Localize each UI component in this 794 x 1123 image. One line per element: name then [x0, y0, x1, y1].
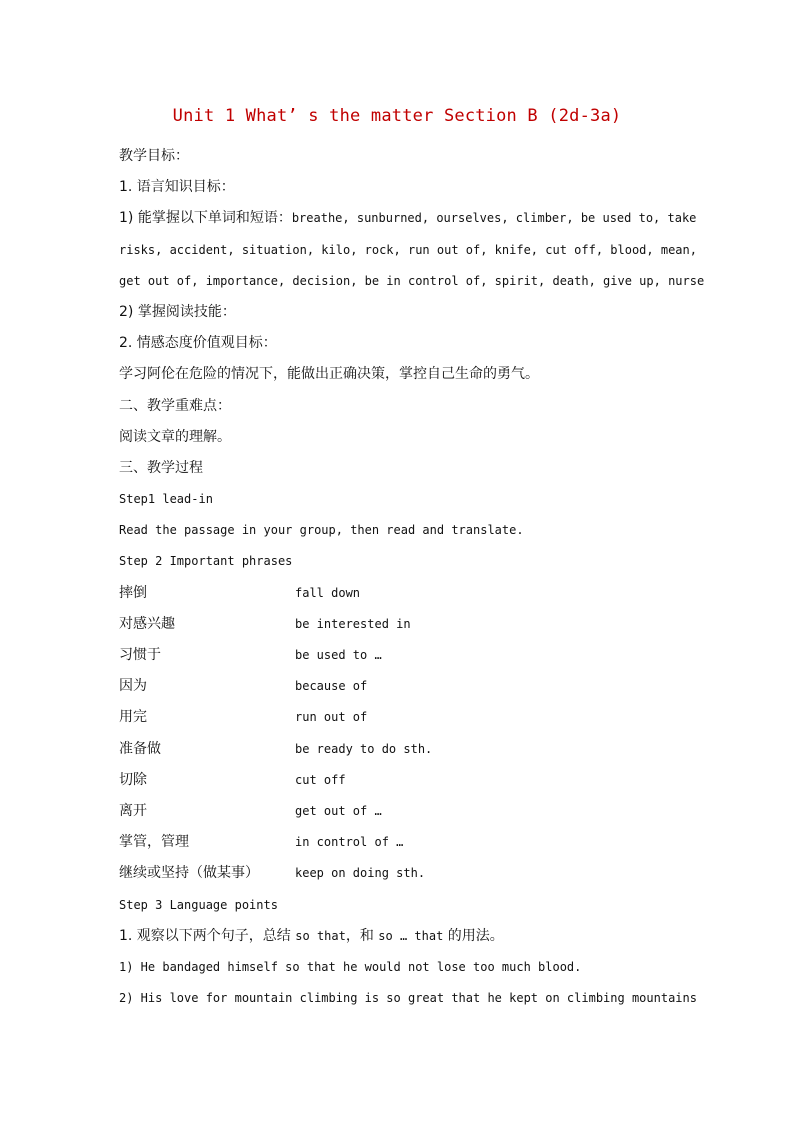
key-points-text: 阅读文章的理解。: [119, 428, 231, 445]
phrase-cn: 掌管，管理: [119, 834, 189, 851]
q-mid: ，和: [345, 927, 379, 944]
phrase-en: be used to …: [295, 648, 382, 662]
reading-skill: 2) 掌握阅读技能：: [119, 303, 236, 320]
emotion-heading: 2. 情感态度价值观目标：: [119, 335, 277, 352]
phrase-cn: 切除: [119, 771, 147, 788]
q-so-that-2: so … that: [378, 928, 444, 943]
example-1: 1) He bandaged himself so that he would not lose too much blood.: [119, 959, 582, 974]
vocab-line-1: [119, 203, 697, 234]
q-prefix: 1. 观察以下两个句子，总结: [119, 927, 296, 944]
phrase-en: run out of: [295, 710, 368, 725]
step3-title: Step 3 Language points: [119, 897, 278, 912]
objectives-heading: 教学目标：: [119, 148, 189, 164]
phrase-cn: 用完: [119, 709, 147, 726]
emotion-text: 学习阿伦在危险的情况下，能做出正确决策，掌控自己生命的勇气。: [119, 366, 539, 383]
phrase-row: [119, 827, 675, 858]
phrase-en: because of: [295, 679, 368, 694]
phrase-cn: 因为: [119, 678, 147, 695]
phrase-row: [119, 796, 675, 827]
q-so-that: so that: [295, 928, 346, 943]
phrase-cn: 离开: [119, 802, 147, 819]
phrase-row: [119, 765, 675, 796]
vocab-label: 1) 能掌握以下单词和短语：: [119, 210, 292, 227]
phrase-cn: 习惯于: [119, 647, 161, 663]
phrase-row: [119, 858, 675, 889]
phrase-row: [119, 640, 675, 671]
step1-text: Read the passage in your group, then read and translate.: [119, 523, 524, 538]
phrase-en: in control of …: [295, 835, 404, 850]
q-suffix: 的用法。: [443, 927, 504, 944]
step1-title: Step1 lead-in: [119, 492, 213, 507]
phrase-row: [119, 671, 675, 702]
phrase-row: [119, 578, 675, 609]
phrase-row: [119, 734, 675, 765]
vocab-text-1: breathe, sunburned, ourselves, climber, be used to, take: [291, 211, 697, 226]
phrase-en: get out of …: [295, 803, 382, 818]
document-body: [119, 141, 705, 1014]
phrase-en: be ready to do sth.: [295, 741, 433, 756]
phrase-row: [119, 609, 675, 640]
page-title: Unit 1 What’ s the matter Section B (2d-3a): [172, 106, 622, 126]
step2-title: Step 2 Important phrases: [119, 554, 293, 569]
vocab-line-3: get out of, importance, decision, be in control of, spirit, death, give up, nurse: [119, 273, 705, 288]
phrase-en: cut off: [295, 772, 346, 787]
knowledge-heading: 1. 语言知识目标：: [119, 179, 235, 196]
example-2: 2) His love for mountain climbing is so great that he kept on climbing mountains: [119, 991, 697, 1006]
step3-question: [119, 921, 675, 952]
phrase-en: fall down: [295, 585, 361, 600]
phrase-cn: 准备做: [119, 740, 161, 757]
key-points-heading: 二、教学重难点：: [119, 397, 231, 414]
phrase-cn: 对感兴趣: [119, 615, 175, 632]
phrase-cn: 继续或坚持（做某事）: [119, 865, 259, 882]
process-heading: 三、教学过程: [119, 459, 203, 476]
phrase-en: keep on doing sth.: [295, 866, 426, 881]
phrase-list: [119, 578, 675, 890]
vocab-line-2: risks, accident, situation, kilo, rock, run out of, knife, cut off, blood, mean,: [119, 242, 697, 257]
phrase-cn: 摔倒: [119, 584, 147, 601]
phrase-row: [119, 702, 675, 733]
phrase-en: be interested in: [295, 616, 411, 631]
